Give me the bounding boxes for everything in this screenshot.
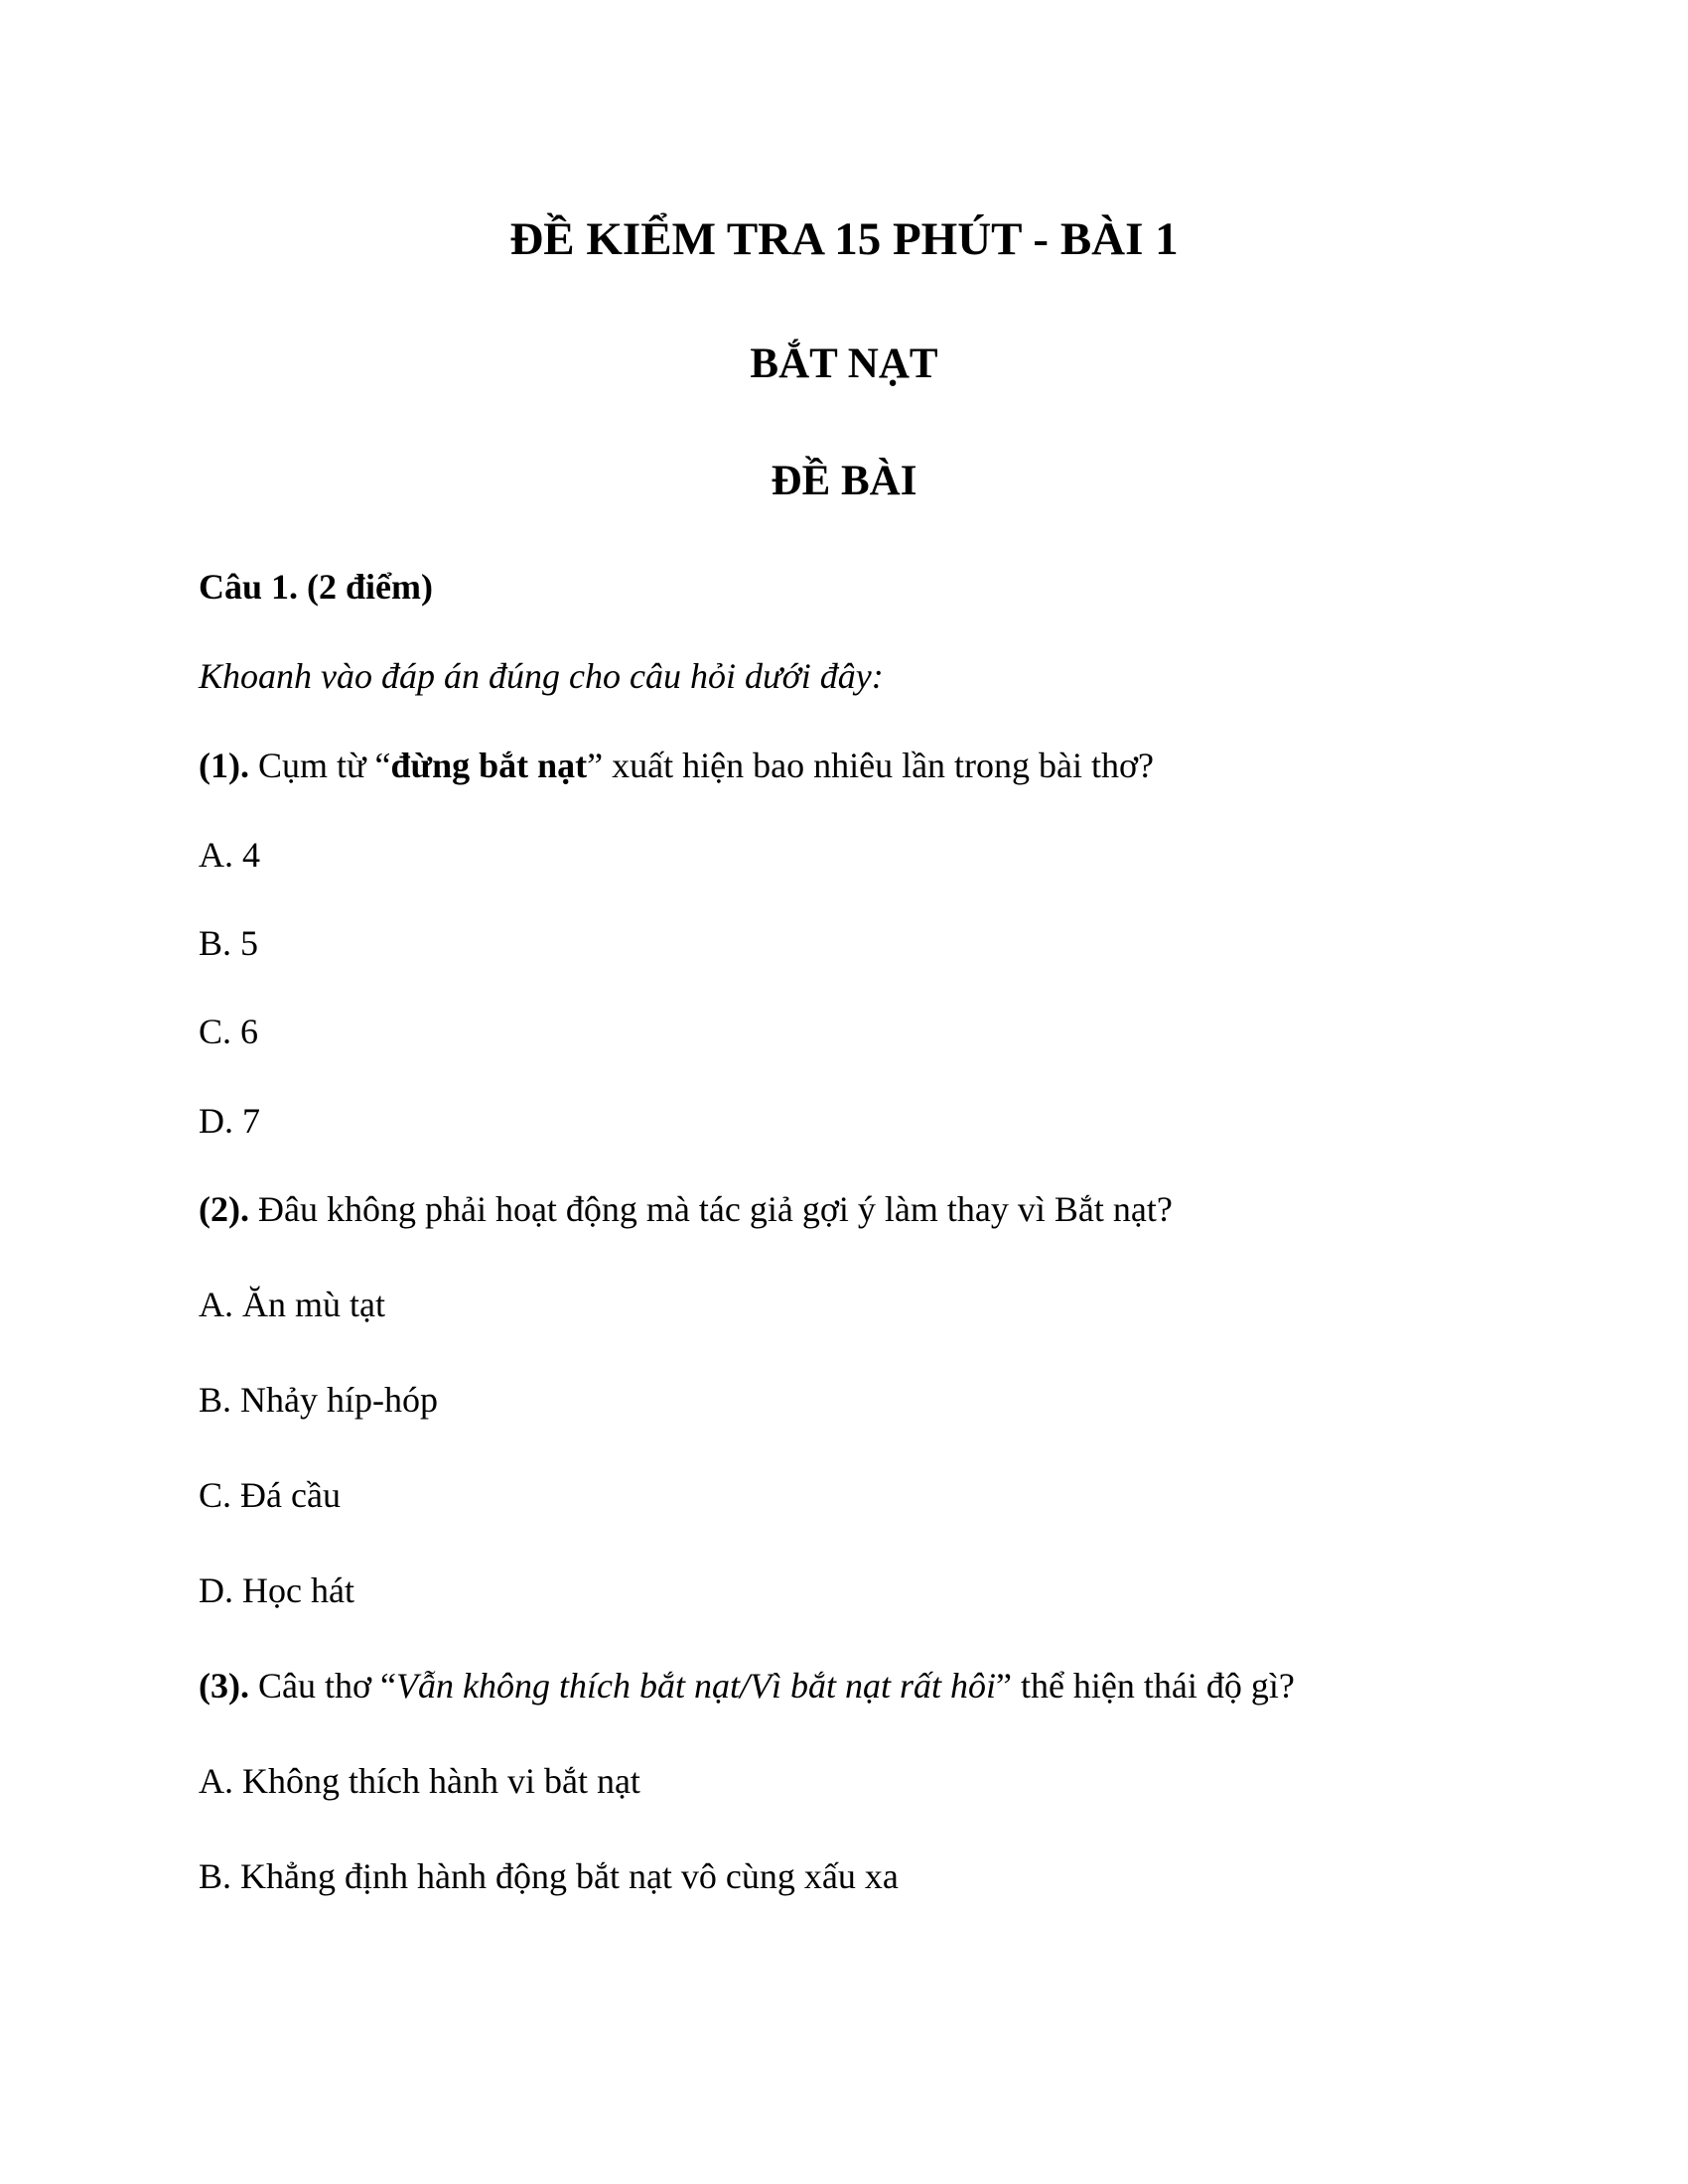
section-heading: ĐỀ BÀI <box>771 458 917 504</box>
item-text: Đâu không phải hoạt động mà tác giả gợi ý làm thay vì Bắt nạt? <box>248 1189 1173 1229</box>
item-text-after: ” thể hiện thái độ gì? <box>995 1666 1295 1706</box>
answer-option: D. Học hát <box>199 1570 354 1610</box>
item-quote: Vẫn không thích bắt nạt/Vì bắt nạt rất hôi <box>396 1666 996 1706</box>
answer-option: A. Không thích hành vi bắt nạt <box>199 1761 640 1801</box>
item-emphasis: đừng bắt nạt <box>390 746 588 785</box>
item-text-before: Câu thơ “ <box>248 1666 396 1706</box>
answer-option: C. Đá cầu <box>199 1475 341 1515</box>
answer-option: A. Ăn mù tạt <box>199 1285 385 1324</box>
item-number: (2). <box>199 1189 249 1229</box>
answer-option: B. Nhảy híp-hóp <box>199 1380 438 1420</box>
item-number: (3). <box>199 1666 249 1706</box>
question-item-1 <box>199 745 1154 787</box>
item-text-after: ” xuất hiện bao nhiêu lần trong bài thơ? <box>587 746 1155 785</box>
answer-option: B. Khẳng định hành động bắt nạt vô cùng xấu xa <box>199 1856 899 1896</box>
answer-option: A. 4 <box>199 835 260 875</box>
lesson-title: BẮT NẠT <box>750 341 938 387</box>
page-title: ĐỀ KIỂM TRA 15 PHÚT - BÀI 1 <box>509 213 1179 265</box>
item-number: (1). <box>199 746 249 785</box>
answer-option: D. 7 <box>199 1101 260 1141</box>
answer-option: C. 6 <box>199 1012 259 1051</box>
instruction-text: Khoanh vào đáp án đúng cho câu hỏi dưới đây: <box>199 656 884 696</box>
question-heading: Câu 1. (2 điểm) <box>199 567 433 607</box>
question-item-3 <box>199 1665 1295 1707</box>
answer-option: B. 5 <box>199 923 259 963</box>
item-text-before: Cụm từ “ <box>248 746 391 785</box>
question-item-2 <box>199 1188 1173 1231</box>
